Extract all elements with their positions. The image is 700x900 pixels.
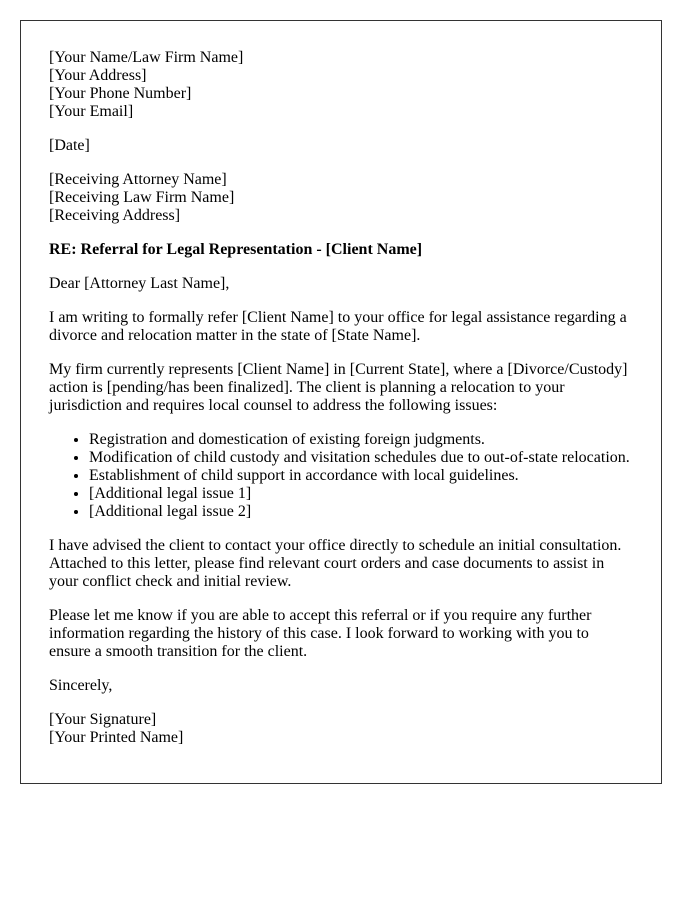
printed-name: [Your Printed Name]: [49, 729, 184, 746]
signature-block: [49, 711, 632, 747]
sender-email: [Your Email]: [49, 103, 134, 120]
subject-line: RE: Referral for Legal Representation - [Client Name]: [49, 241, 423, 258]
recipient-name: [Receiving Attorney Name]: [49, 171, 227, 188]
sender-phone: [Your Phone Number]: [49, 85, 192, 102]
list-item: • Modification of child custody and visitation schedules due to out-of-state relocation.: [89, 449, 632, 467]
closing-paragraph: Please let me know if you are able to accept this referral or if you require any further information regarding the history of this case. I look forward to working with you to ensure a smooth transition for the client.: [49, 607, 592, 660]
issues-list: [49, 431, 632, 521]
list-item: • [Additional legal issue 2]: [89, 503, 632, 521]
intro-paragraph: I am writing to formally refer [Client Name] to your office for legal assistance regarding a divorce and relocation matter in the state of [State Name].: [49, 309, 627, 344]
recipient-address: [Receiving Address]: [49, 207, 181, 224]
signature: [Your Signature]: [49, 711, 157, 728]
referral-letter: [20, 20, 662, 784]
background-paragraph: My firm currently represents [Client Name] in [Current State], where a [Divorce/Custody] action is [pending/has been finalized]. The client is planning a relocation to your jurisdiction and requires local counsel to address the following issues:: [49, 361, 628, 414]
signoff: Sincerely,: [49, 677, 113, 694]
salutation: Dear [Attorney Last Name],: [49, 275, 230, 292]
list-item: • Establishment of child support in accordance with local guidelines.: [89, 467, 632, 485]
sender-block: [49, 49, 632, 121]
recipient-firm: [Receiving Law Firm Name]: [49, 189, 235, 206]
list-item: • Registration and domestication of existing foreign judgments.: [89, 431, 632, 449]
recipient-block: [49, 171, 632, 225]
letter-date: [Date]: [49, 137, 90, 154]
consultation-paragraph: I have advised the client to contact your office directly to schedule an initial consultation. Attached to this letter, please find relevant court orders and case documents to assist in your conflict check and initial review.: [49, 537, 622, 590]
list-item: • [Additional legal issue 1]: [89, 485, 632, 503]
sender-name: [Your Name/Law Firm Name]: [49, 49, 244, 66]
sender-address: [Your Address]: [49, 67, 147, 84]
